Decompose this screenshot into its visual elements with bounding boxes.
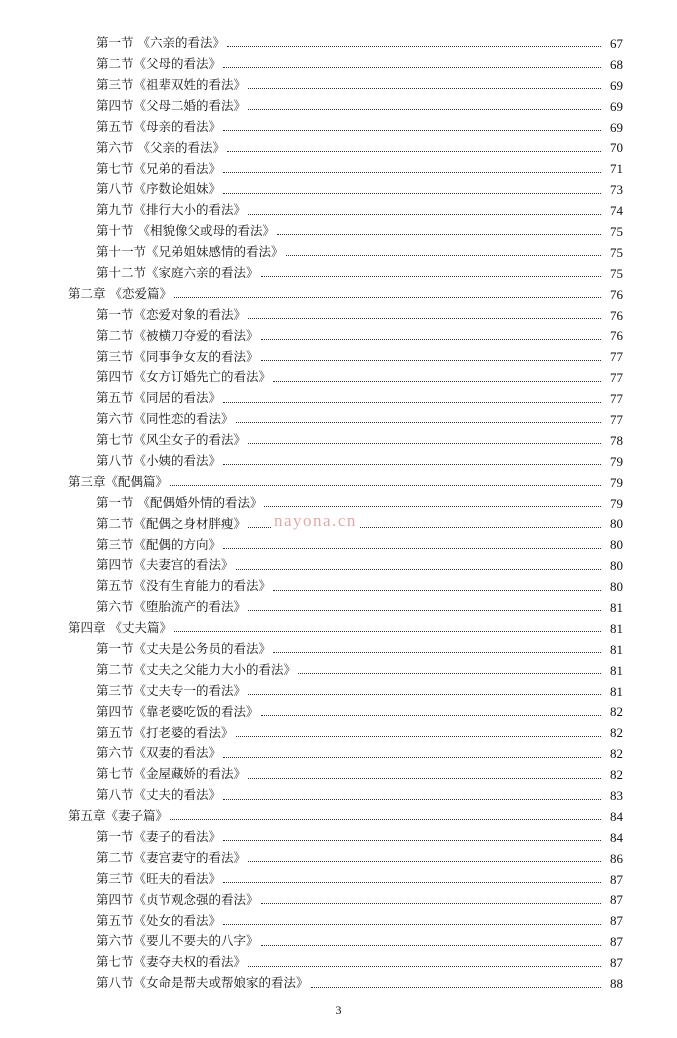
toc-section-row: [0, 952, 677, 973]
toc-section-row: [0, 702, 677, 723]
dot-leader: [223, 66, 601, 68]
toc-entry-title: 第二节《丈夫之父能力大小的看法》: [96, 661, 297, 677]
dot-leader: [248, 693, 601, 695]
toc-entry-page: 87: [610, 955, 623, 971]
toc-entry-title: 第一节 《六亲的看法》: [96, 35, 225, 51]
dot-leader: [223, 463, 601, 465]
dot-leader: [174, 296, 601, 298]
dot-leader: [273, 380, 601, 382]
toc-section-row: [0, 117, 677, 138]
toc-section-row: [0, 534, 677, 555]
toc-section-row: [0, 890, 677, 911]
toc-section-row: [0, 179, 677, 200]
dot-leader: [236, 735, 601, 737]
toc-entry-page: 76: [610, 307, 623, 323]
toc-section-row: [0, 722, 677, 743]
toc-entry-page: 88: [610, 976, 623, 992]
toc-entry-page: 77: [610, 391, 623, 407]
dot-leader: [227, 150, 601, 152]
toc-entry-title: 第四节《夫妻宫的看法》: [96, 557, 234, 573]
toc-entry-title: 第八节《丈夫的看法》: [96, 787, 222, 803]
toc-chapter-row: [0, 284, 677, 305]
toc-entry-title: 第三节《配偶的方向》: [96, 536, 222, 552]
toc-entry-title: 第七节《金屋藏娇的看法》: [96, 766, 247, 782]
dot-leader: [223, 798, 601, 800]
toc-entry-page: 76: [610, 328, 623, 344]
toc-entry-title: 第九节《排行大小的看法》: [96, 202, 247, 218]
toc-entry-page: 86: [610, 850, 623, 866]
toc-entry-title: 第四节《父母二婚的看法》: [96, 97, 247, 113]
dot-leader: [248, 442, 601, 444]
toc-entry-page: 81: [610, 641, 623, 657]
dot-leader: [223, 129, 601, 131]
toc-entry-page: 75: [610, 223, 623, 239]
dot-leader: [223, 547, 601, 549]
toc-entry-page: 80: [610, 537, 623, 553]
dot-leader: [223, 923, 601, 925]
toc-entry-page: 76: [610, 286, 623, 302]
toc-entry-title: 第二节《父母的看法》: [96, 56, 222, 72]
dot-leader: [236, 568, 601, 570]
page-number: 3: [335, 1003, 342, 1017]
toc-entry-title: 第六节 《父亲的看法》: [96, 139, 225, 155]
dot-leader: [264, 505, 601, 507]
toc-section-row: [0, 388, 677, 409]
dot-leader: [170, 818, 601, 820]
toc-entry-page: 81: [610, 683, 623, 699]
toc-entry-page: 82: [610, 704, 623, 720]
dot-leader: [248, 213, 601, 215]
toc-entry-page: 80: [610, 516, 623, 532]
toc-section-row: [0, 743, 677, 764]
dot-leader: [248, 317, 601, 319]
dot-leader: [223, 839, 601, 841]
toc-section-row: [0, 764, 677, 785]
toc-section-row: [0, 242, 677, 263]
watermark-text: nayona.cn: [271, 511, 360, 531]
dot-leader: [223, 881, 601, 883]
toc-entry-page: 69: [610, 119, 623, 135]
toc-entry-title: 第五节《打老婆的看法》: [96, 724, 234, 740]
toc-entry-title: 第三节《旺夫的看法》: [96, 870, 222, 886]
toc-entry-title: 第三节《丈夫专一的看法》: [96, 682, 247, 698]
toc-chapter-row: [0, 472, 677, 493]
toc-entry-page: 74: [610, 203, 623, 219]
dot-leader: [261, 275, 601, 277]
toc-entry-title: 第三节《祖辈双姓的看法》: [96, 76, 247, 92]
toc-entry-title: 第二节《妻宫妻守的看法》: [96, 849, 247, 865]
toc-entry-title: 第二节《被横刀夺爱的看法》: [96, 327, 259, 343]
toc-section-row: [0, 305, 677, 326]
toc-section-row: [0, 263, 677, 284]
toc-section-row: [0, 137, 677, 158]
toc-section-row: [0, 158, 677, 179]
toc-entry-title: 第十一节《兄弟姐妹感情的看法》: [96, 244, 284, 260]
toc-section-row: [0, 221, 677, 242]
toc-entry-title: 第五节《母亲的看法》: [96, 118, 222, 134]
dot-leader: [261, 902, 601, 904]
toc-entry-title: 第二章 《恋爱篇》: [68, 285, 172, 301]
toc-entry-page: 71: [610, 161, 623, 177]
toc-entry-page: 81: [610, 620, 623, 636]
toc-section-row: [0, 75, 677, 96]
toc-section-row: [0, 576, 677, 597]
toc-chapter-row: [0, 618, 677, 639]
dot-leader: [261, 359, 601, 361]
toc-entry-title: 第四节《女方订婚先亡的看法》: [96, 369, 272, 385]
toc-entry-title: 第五节《没有生育能力的看法》: [96, 578, 272, 594]
toc-section-row: [0, 451, 677, 472]
toc-entry-title: 第一节《妻子的看法》: [96, 829, 222, 845]
toc-section-row: [0, 555, 677, 576]
toc-section-row: [0, 597, 677, 618]
toc-entry-title: 第五节《同居的看法》: [96, 390, 222, 406]
toc-entry-page: 87: [610, 934, 623, 950]
dot-leader: [227, 45, 601, 47]
toc-entry-page: 84: [610, 808, 623, 824]
toc-entry-title: 第三节《同事争女友的看法》: [96, 348, 259, 364]
toc-section-row: [0, 200, 677, 221]
toc-entry-page: 75: [610, 265, 623, 281]
dot-leader: [174, 630, 601, 632]
toc-entry-page: 69: [610, 77, 623, 93]
dot-leader: [248, 609, 601, 611]
dot-leader: [248, 777, 601, 779]
toc-section-row: [0, 848, 677, 869]
toc-entry-page: 79: [610, 495, 623, 511]
dot-leader: [261, 338, 601, 340]
toc-entry-page: 81: [610, 662, 623, 678]
dot-leader: [311, 986, 601, 988]
dot-leader: [223, 192, 601, 194]
toc-section-row: [0, 54, 677, 75]
toc-entry-page: 68: [610, 56, 623, 72]
toc-entry-title: 第六节《同性恋的看法》: [96, 411, 234, 427]
toc-section-row: [0, 660, 677, 681]
toc-section-row: [0, 346, 677, 367]
toc-entry-page: 84: [610, 829, 623, 845]
dot-leader: [261, 944, 601, 946]
toc-entry-page: 87: [610, 892, 623, 908]
toc-entry-page: 82: [610, 725, 623, 741]
dot-leader: [298, 672, 601, 674]
dot-leader: [223, 171, 601, 173]
toc-entry-page: 70: [610, 140, 623, 156]
toc-entry-page: 73: [610, 182, 623, 198]
toc-entry-page: 78: [610, 432, 623, 448]
toc-entry-title: 第八节《女命是帮夫或帮娘家的看法》: [96, 975, 309, 991]
toc-entry-page: 87: [610, 913, 623, 929]
dot-leader: [223, 756, 601, 758]
toc-section-row: [0, 409, 677, 430]
toc-section-row: [0, 973, 677, 994]
toc-section-row: [0, 931, 677, 952]
toc-entry-title: 第四节《靠老婆吃饭的看法》: [96, 703, 259, 719]
toc-entry-page: 82: [610, 746, 623, 762]
toc-entry-page: 82: [610, 767, 623, 783]
dot-leader: [248, 860, 601, 862]
toc-entry-title: 第六节《要儿不要夫的八字》: [96, 933, 259, 949]
toc-entry-title: 第三章《配偶篇》: [68, 473, 169, 489]
toc-section-row: [0, 33, 677, 54]
toc-section-row: [0, 430, 677, 451]
dot-leader: [223, 401, 601, 403]
toc-section-row: [0, 639, 677, 660]
toc-section-row: [0, 367, 677, 388]
toc-entry-title: 第七节《风尘女子的看法》: [96, 432, 247, 448]
toc-entry-page: 87: [610, 871, 623, 887]
toc-entry-page: 77: [610, 349, 623, 365]
toc-chapter-row: [0, 806, 677, 827]
toc-entry-title: 第七节《妻夺夫权的看法》: [96, 954, 247, 970]
toc-entry-page: 67: [610, 35, 623, 51]
toc-entry-title: 第一节《恋爱对象的看法》: [96, 306, 247, 322]
toc-entry-page: 75: [610, 244, 623, 260]
toc-entry-page: 77: [610, 411, 623, 427]
dot-leader: [261, 714, 601, 716]
toc-entry-title: 第六节《堕胎流产的看法》: [96, 599, 247, 615]
dot-leader: [170, 484, 601, 486]
dot-leader: [236, 421, 601, 423]
toc-entry-page: 81: [610, 599, 623, 615]
toc-entry-title: 第五章《妻子篇》: [68, 808, 169, 824]
toc-section-row: [0, 910, 677, 931]
toc-entry-title: 第八节《序数论姐妹》: [96, 181, 222, 197]
toc-entry-page: 80: [610, 579, 623, 595]
toc-entry-title: 第四章 《丈夫篇》: [68, 620, 172, 636]
toc-section-row: [0, 785, 677, 806]
toc-entry-page: 83: [610, 788, 623, 803]
toc-entry-page: 79: [610, 453, 623, 469]
toc-entry-title: 第七节《兄弟的看法》: [96, 160, 222, 176]
toc-section-row: [0, 325, 677, 346]
dot-leader: [273, 651, 601, 653]
toc-entry-title: 第五节《处女的看法》: [96, 912, 222, 928]
toc-entry-page: 79: [610, 474, 623, 490]
toc-section-row: [0, 681, 677, 702]
toc-entry-title: 第二节《配偶之身材胖瘦》: [96, 515, 247, 531]
dot-leader: [248, 108, 601, 110]
toc-section-row: [0, 827, 677, 848]
toc-entry-title: 第一节 《配偶婚外情的看法》: [96, 494, 263, 510]
toc-entry-title: 第一节《丈夫是公务员的看法》: [96, 641, 272, 657]
toc-entry-page: 69: [610, 98, 623, 114]
toc-entry-title: 第八节《小姨的看法》: [96, 453, 222, 468]
toc-entry-title: 第十节 《相貌像父或母的看法》: [96, 223, 275, 239]
dot-leader: [273, 589, 601, 591]
toc-entry-title: 第四节《贞节观念强的看法》: [96, 891, 259, 907]
toc-entry-page: 77: [610, 370, 623, 386]
dot-leader: [248, 87, 601, 89]
dot-leader: [277, 233, 601, 235]
dot-leader: [286, 254, 601, 256]
toc-entry-title: 第六节《双妻的看法》: [96, 745, 222, 761]
toc-section-row: [0, 869, 677, 890]
toc-entry-page: 80: [610, 558, 623, 574]
dot-leader: [248, 965, 601, 967]
toc-section-row: [0, 96, 677, 117]
toc-entry-title: 第十二节《家庭六亲的看法》: [96, 264, 259, 280]
